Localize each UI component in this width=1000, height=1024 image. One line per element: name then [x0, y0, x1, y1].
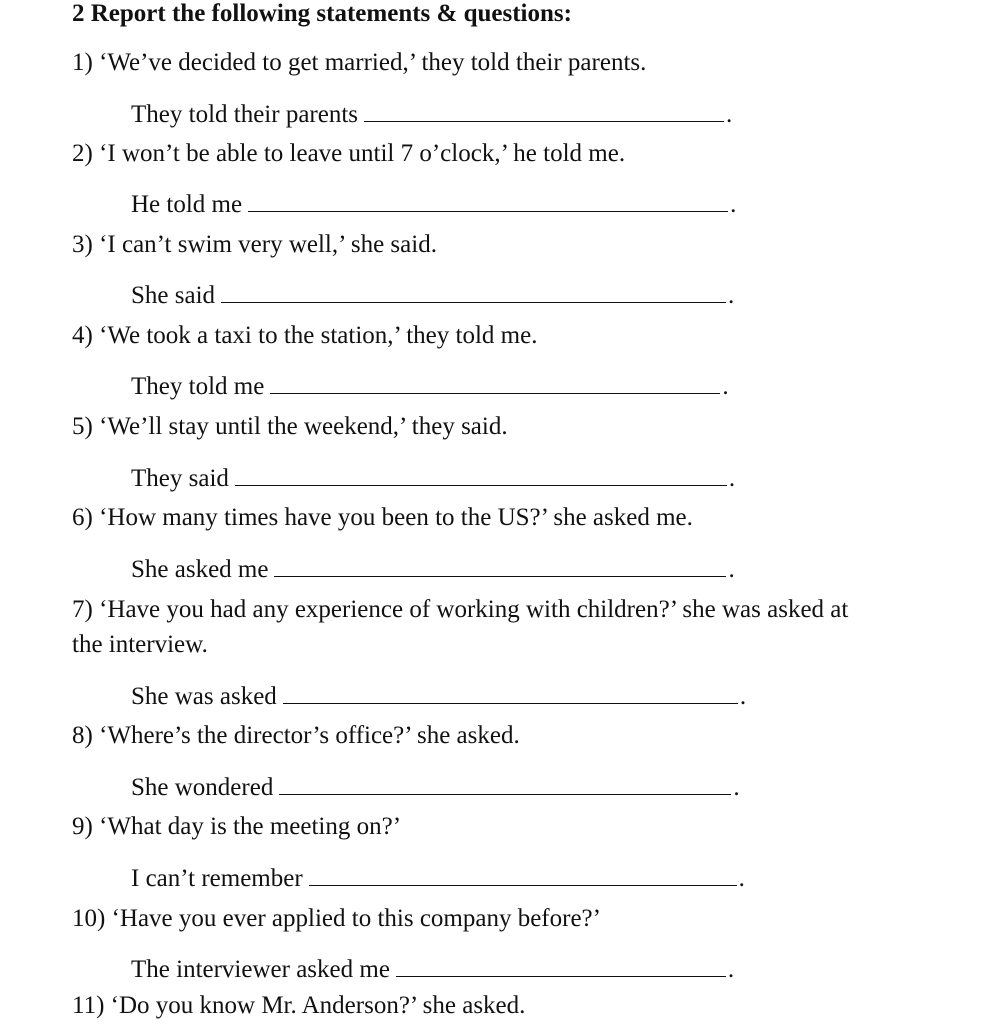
answer-line-5: They said . [131, 455, 735, 497]
question-6: 6) ‘How many times have you been to the US?’ she asked me. [72, 504, 693, 531]
answer-blank[interactable] [248, 181, 728, 212]
answer-blank[interactable] [283, 673, 738, 704]
answer-line-6: She asked me . [131, 546, 735, 588]
answer-line-1: They told their parents . [131, 91, 732, 133]
answer-line-8: She wondered . [131, 764, 740, 806]
question-10: 10) ‘Have you ever applied to this company before?’ [72, 905, 601, 932]
answer-prompt: I can’t remember [131, 865, 303, 892]
question-9: 9) ‘What day is the meeting on?’ [72, 813, 402, 840]
answer-prompt: He told me [131, 191, 243, 218]
answer-prompt: She wondered [131, 774, 274, 801]
question-4: 4) ‘We took a taxi to the station,’ they told me. [72, 322, 538, 349]
question-11-partial: 11) ‘Do you know Mr. Anderson?’ she asked. [72, 992, 526, 1019]
question-7: 7) ‘Have you had any experience of working with children?’ she was asked at [72, 596, 849, 623]
answer-prompt: They told me [131, 373, 265, 400]
answer-prompt: She asked me [131, 556, 269, 583]
question-8: 8) ‘Where’s the director’s office?’ she asked. [72, 722, 520, 749]
question-5: 5) ‘We’ll stay until the weekend,’ they said. [72, 413, 508, 440]
answer-blank[interactable] [309, 855, 737, 886]
answer-blank[interactable] [221, 272, 726, 303]
answer-prompt: She said [131, 282, 216, 309]
answer-prompt: They told their parents [131, 101, 359, 128]
answer-line-2: He told me . [131, 181, 736, 223]
question-3: 3) ‘I can’t swim very well,’ she said. [72, 231, 437, 258]
answer-prompt: The interviewer asked me [131, 956, 390, 983]
answer-blank[interactable] [279, 764, 731, 795]
exercise-title: 2 Report the following statements & questions: [72, 0, 572, 27]
answer-blank[interactable] [270, 363, 720, 394]
answer-prompt: She was asked [131, 683, 277, 710]
answer-line-9: I can’t remember . [131, 855, 745, 897]
question-2: 2) ‘I won’t be able to leave until 7 o’clock,’ he told me. [72, 140, 626, 167]
question-7-continued: the interview. [72, 631, 208, 658]
answer-line-10: The interviewer asked me . [131, 946, 734, 988]
answer-blank[interactable] [274, 546, 726, 577]
answer-line-7: She was asked . [131, 673, 746, 715]
answer-line-4: They told me . [131, 363, 729, 405]
answer-blank[interactable] [235, 455, 727, 486]
answer-line-3: She said . [131, 272, 734, 314]
answer-blank[interactable] [396, 946, 726, 977]
question-1: 1) ‘We’ve decided to get married,’ they told their parents. [72, 49, 647, 76]
answer-blank[interactable] [364, 91, 724, 122]
answer-prompt: They said [131, 465, 229, 492]
